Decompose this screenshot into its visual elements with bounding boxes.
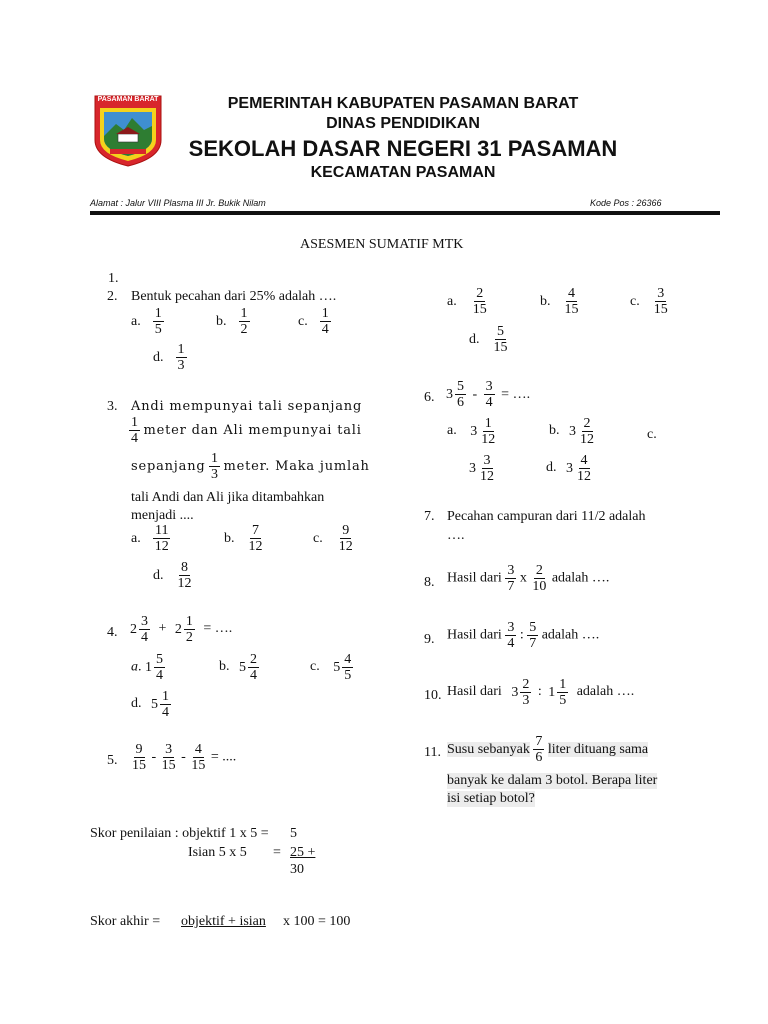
denominator: 2 [240,322,248,338]
denominator: 2 [185,630,193,646]
q3-option-a [131,523,171,554]
numerator: 1 [240,306,248,321]
option-label: d. [546,460,557,476]
numerator: 2 [250,652,257,667]
denominator: 15 [472,302,487,318]
logo-text: PASAMAN BARAT [97,96,159,103]
header-district: KECAMATAN PASAMAN [310,164,496,181]
q11-text-line2: banyak ke dalam 3 botol. Berapa liter [447,773,658,788]
option-label: a. [447,293,457,309]
denominator: 10 [532,579,547,595]
numerator: 1 [185,614,193,629]
operator: : [537,684,542,700]
whole-number: 3 [511,684,519,700]
numerator: 1 [162,689,169,704]
score-essay-label: Isian 5 x 5 [188,845,247,860]
equals-blank: = …. [501,386,531,402]
numerator: 4 [580,453,588,468]
whole-number: 3 [446,386,453,402]
score-essay-equals: = [273,845,281,860]
denominator: 5 [154,322,162,338]
denominator: 3 [177,358,185,374]
q4-number: 4. [107,625,118,640]
denominator: 3 [211,467,218,483]
numerator: 2 [476,286,484,301]
whole-number: 5 [333,659,341,675]
denominator: 12 [338,539,353,555]
q3-text-line1: Andi mempunyai tali sepanjang [131,399,363,414]
option-label: c. [298,313,308,329]
numerator: 5 [457,379,464,395]
numerator: 1 [154,306,162,321]
denominator: 4 [485,395,493,411]
numerator: 5 [497,324,504,339]
q6-number: 6. [424,390,435,405]
operator: - [472,386,478,402]
school-district-logo [92,94,164,168]
page-title: ASESMEN SUMATIF MTK [300,237,464,252]
q4-expression [130,614,232,645]
q5-number: 5. [107,753,118,768]
q5-option-b [540,286,581,317]
final-score-label: Skor akhir = [90,914,161,929]
equals-blank: = …. [203,621,233,637]
operator: - [151,749,157,765]
option-label: b. [549,423,560,439]
q2-option-d [153,342,187,373]
q8-suffix: adalah …. [551,570,610,586]
score-essay-value: 25 + [290,845,316,860]
q5-expression [130,742,236,773]
denominator: 7 [507,579,515,595]
q4-option-d [131,689,171,720]
option-label: b. [219,659,230,675]
q3-text-line5: menjadi .... [131,508,194,523]
whole-number: 3 [569,423,576,439]
denominator: 4 [162,705,169,721]
option-label: d. [131,696,142,712]
header-department: DINAS PENDIDIKAN [326,115,480,132]
q10-expression [447,677,634,708]
q10-prefix: Hasil dari [447,684,502,700]
whole-number: 2 [174,621,182,637]
denominator: 4 [141,630,148,646]
q8-expression [447,563,609,594]
score-total: 30 [290,862,304,877]
operator: - [181,749,186,765]
denominator: 12 [481,432,496,448]
option-label: d. [153,567,164,583]
q3-text-line3b: meter. Maka jumlah [223,459,370,475]
whole-number: 3 [566,460,573,476]
option-label: d. [469,331,480,347]
numerator: 3 [657,286,665,301]
q2-text: Bentuk pecahan dari 25% adalah …. [131,289,337,304]
q8-prefix: Hasil dari [447,570,502,586]
q6-option-a [447,416,497,447]
q4-option-c [310,652,353,683]
q5-option-a [447,286,489,317]
school-postcode: Kode Pos : 26366 [590,198,662,208]
option-label: a. [447,423,457,439]
q5-option-d [469,324,510,355]
q6-option-b [549,416,596,447]
numerator: 3 [507,563,515,578]
q6-option-c: c. [647,427,657,442]
denominator: 12 [248,539,263,555]
numerator: 5 [156,652,163,667]
q5-option-c [630,286,670,317]
denominator: 15 [161,758,176,774]
q9-number: 9. [424,632,435,647]
denominator: 7 [529,636,537,652]
header-divider [90,211,720,215]
whole-number: 5 [151,696,158,712]
option-label: d. [153,349,164,365]
denominator: 12 [480,469,494,485]
option-label: a. [131,313,141,329]
operator: x [519,570,527,586]
numerator: 3 [165,742,173,757]
q2-number: 2. [107,289,118,304]
numerator: 1 [484,416,492,431]
whole-number: 3 [469,460,476,476]
q9-suffix: adalah …. [541,627,600,643]
denominator: 4 [250,668,257,684]
denominator: 4 [156,668,163,684]
school-address: Alamat : Jalur VIII Plasma III Jr. Bukik Nilam [90,198,266,208]
numerator: 5 [529,620,537,635]
operator: + [158,621,167,637]
numerator: 1 [211,451,218,466]
denominator: 3 [522,693,530,709]
q3-line2 [129,415,362,446]
q7-text-line2: …. [447,528,465,543]
q3-line3 [131,451,370,482]
numerator: 3 [507,620,515,635]
q6-expression [446,379,530,410]
q3-text-line3a: sepanjang [131,459,206,475]
option-label: a [131,659,138,675]
numerator: 1 [177,342,185,357]
denominator: 6 [457,395,464,411]
denominator: 15 [653,302,668,318]
numerator: 1 [131,415,138,430]
numerator: 1 [321,306,329,321]
denominator: 12 [177,576,192,592]
equals-blank: = .... [210,749,237,765]
q3-text-line2: meter dan Ali mempunyai tali [143,423,362,439]
numerator: 1 [559,677,567,692]
option-label: b. [540,293,551,309]
numerator: 3 [485,379,493,394]
q8-number: 8. [424,575,435,590]
whole-number: 3 [470,423,478,439]
q6-option-c-value [469,453,496,484]
numerator: 4 [568,286,575,301]
denominator: 15 [564,302,579,318]
denominator: 4 [321,322,329,338]
q3-option-d [153,560,194,591]
q4-option-b [219,652,259,683]
denominator: 12 [154,539,169,555]
numerator: 11 [154,523,169,538]
option-label: c. [630,293,640,309]
option-label: b. [216,313,227,329]
numerator: 2 [583,416,591,431]
q3-number: 3. [107,399,118,414]
q7-number: 7. [424,509,435,524]
q11-number: 11. [424,745,441,760]
numerator: 3 [141,614,148,629]
header-school-name: SEKOLAH DASAR NEGERI 31 PASAMAN [188,136,618,161]
final-score-multiplier: x 100 = 100 [283,914,351,929]
denominator: 4 [131,431,138,447]
q3-option-c [313,523,355,554]
denominator: 4 [507,636,515,652]
numerator: 3 [483,453,491,468]
denominator: 12 [577,469,591,485]
option-label: a. [131,530,141,546]
q3-text-line4: tali Andi dan Ali jika ditambahkan [131,490,325,505]
option-label: c. [310,659,320,675]
denominator: 15 [191,758,206,774]
denominator: 5 [344,668,352,684]
whole-number: 5 [239,659,246,675]
q11-text-b: liter dituang sama [547,741,649,757]
option-label: c. [313,530,323,546]
denominator: 15 [493,340,508,356]
numerator: 7 [535,734,543,749]
numerator: 8 [181,560,188,575]
numerator: 9 [342,523,350,538]
q1-number: 1. [108,271,119,286]
denominator: 15 [132,758,146,774]
q4-option-a: a. 1 $\frac{5}{4}$ [131,652,163,684]
denominator: 5 [559,693,567,709]
q11-text-a: Susu sebanyak [447,741,530,757]
q3-option-b [224,523,265,554]
q10-number: 10. [424,688,442,703]
q2-option-a [131,306,164,337]
q7-text-line1: Pecahan campuran dari 11/2 adalah [447,509,646,524]
option-label: b. [224,530,235,546]
q11-text-line3: isi setiap botol? [447,791,535,806]
whole-number: 1 [145,659,152,675]
operator: : [519,627,524,643]
q11-line1 [447,734,648,765]
numerator: 7 [252,523,259,538]
final-score-formula: objektif + isian [181,914,266,929]
q2-option-c [298,306,331,337]
numerator: 4 [344,652,352,667]
whole-number: 1 [548,684,556,700]
score-objective-value: 5 [290,826,297,841]
q9-expression [447,620,599,651]
score-objective-label: Skor penilaian : objektif 1 x 5 = [90,826,269,841]
q6-option-d [546,453,593,484]
q2-option-b [216,306,250,337]
denominator: 6 [535,750,543,766]
numerator: 4 [194,742,202,757]
whole-number: 2 [130,621,137,637]
q9-prefix: Hasil dari [447,627,502,643]
numerator: 2 [522,677,530,692]
numerator: 9 [135,742,143,757]
denominator: 12 [580,432,594,448]
numerator: 2 [535,563,543,578]
q10-suffix: adalah …. [576,684,635,700]
header-government: PEMERINTAH KABUPATEN PASAMAN BARAT [227,95,579,112]
